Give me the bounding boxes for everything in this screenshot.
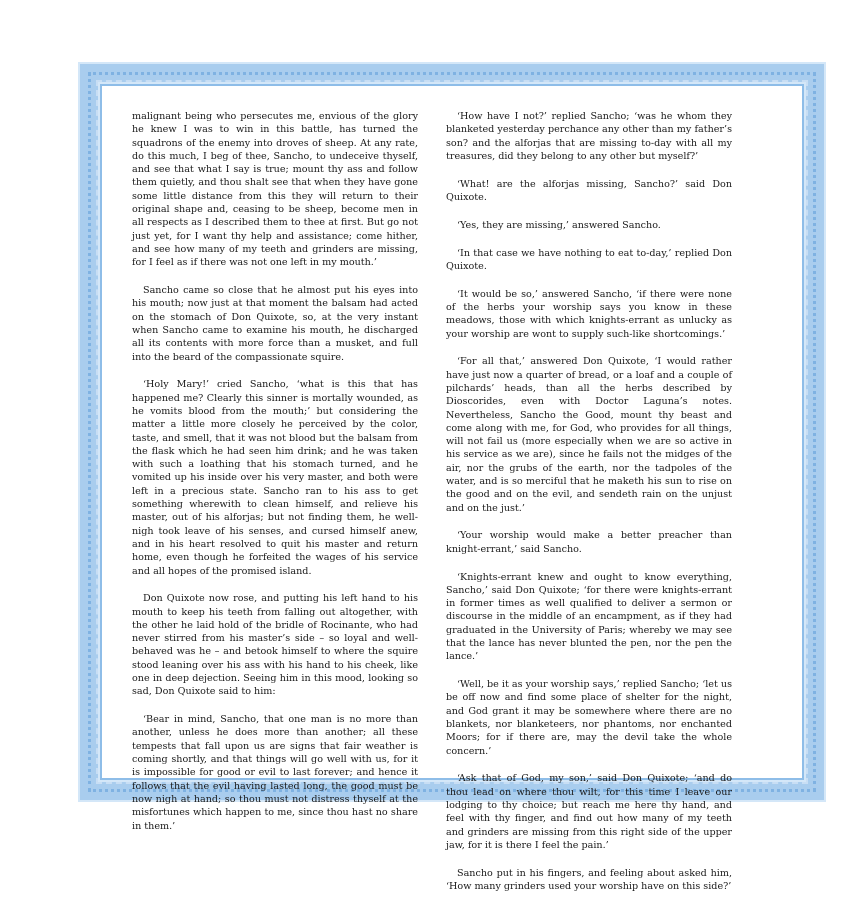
paragraph: ‘Bear in mind, Sancho, that one man is no more than another, unless he does more than another; all these tempests that fall upon us are signs that fair weather is coming shortly, and that things will go well with us, for it is impossible for good or evil to last forever; and hence it follows that the evil having lasted long, the good must be now nigh at hand; so thou must not distress thyself at the misfortunes which happen to me, since thou hast no share in them.’ [132, 714, 418, 832]
paragraph: ‘Yes, they are missing,’ answered Sancho. [457, 219, 661, 231]
paragraph: ‘Knights-errant knew and ought to know everything, Sancho,’ said Don Quixote; ‘for there were knights-errant in former times as well qualified to deliver a sermon or discourse in the middle of an encampment, as if they had graduated in the University of Paris; whereby we may see that the lance has never blunted the pen, nor the pen the lance.’ [446, 571, 732, 663]
paragraph: ‘Ask that of God, my son,’ said Don Quixote; ‘and do thou lead on where thou wilt, for this time I leave our lodging to thy choice; but reach me here thy hand, and feel with thy finger, and find out how many of my teeth and grinders are missing from this right side of the upper jaw, for it is there I feel the pain.’ [446, 773, 732, 851]
left-text-column [132, 110, 418, 847]
paragraph: Sancho put in his fingers, and feeling about asked him, ‘How many grinders used your worship have on this side?’ [446, 867, 732, 892]
paragraph: ‘What! are the alforjas missing, Sancho?’ said Don Quixote. [446, 178, 732, 203]
paragraph: ‘It would be so,’ answered Sancho, ‘if there were none of the herbs your worship says you know in these meadows, those with which knights-errant as unlucky as your worship are wont to supply such-like shortcomings.’ [446, 288, 732, 340]
paragraph: Don Quixote now rose, and putting his left hand to his mouth to keep his teeth from falling out altogether, with the other he laid hold of the bridle of Rocinante, who had never stirred from his master’s side – so loyal and well-behaved was he – and betook himself to where the squire stood leaning over his ass with his hand to his cheek, like one in deep dejection. Seeing him in this mood, looking so sad, Don Quixote said to him: [132, 593, 418, 698]
paragraph: ‘Well, be it as your worship says,’ replied Sancho; ‘let us be off now and find some place of shelter for the night, and God grant it may be somewhere where there are no blankets, nor blanketeers, nor phantoms, nor enchanted Moors; for if there are, may the devil take the whole concern.’ [446, 679, 732, 757]
paragraph: ‘Holy Mary!’ cried Sancho, ‘what is this that has happened me? Clearly this sinner is mortally wounded, as he vomits blood from the mouth;’ but considering the matter a little more closely he perceived by the color, taste, and smell, that it was not blood but the balsam from the flask which he had seen him drink; and he was taken with such a loathing that his stomach turned, and he vomited up his inside over his very master, and both were left in a precious state. Sancho ran to his ass to get something wherewith to clean himself, and relieve his master, out of his alforjas; but not finding them, he well-nigh took leave of his senses, and cursed himself anew, and in his heart resolved to quit his master and return home, even though he forfeited the wages of his service and all hopes of the promised island. [132, 379, 418, 577]
paragraph: Sancho came so close that he almost put his eyes into his mouth; now just at that moment the balsam had acted on the stomach of Don Quixote, so, at the very instant when Sancho came to examine his mouth, he discharged all its contents with more force than a musket, and full into the beard of the compassionate squire. [132, 285, 418, 363]
paragraph: ‘Your worship would make a better preacher than knight-errant,’ said Sancho. [446, 530, 732, 555]
paragraph: ‘In that case we have nothing to eat to-day,’ replied Don Quixote. [446, 247, 732, 272]
paragraph: ‘For all that,’ answered Don Quixote, ‘I would rather have just now a quarter of bread, or a loaf and a couple of pilchards’ heads, than all the herbs described by Dioscorides, even with Doctor Laguna’s notes. Nevertheless, Sancho the Good, mount thy beast and come along with me, for God, who provides for all things, will not fail us (more especially when we are so active in his service as we are), since he fails not the midges of the air, nor the grubs of the earth, nor the tadpoles of the water, and is so merciful that he maketh his sun to rise on the good and on the evil, and sendeth rain on the unjust and on the just.’ [446, 356, 732, 514]
paragraph: malignant being who persecutes me, envious of the glory he knew I was to win in this battle, has turned the squadrons of the enemy into droves of sheep. At any rate, do this much, I beg of thee, Sancho, to undeceive thyself, and see that what I say is true; mount thy ass and follow them quietly, and thou shalt see that when they have gone some little distance from this they will return to their original shape and, ceasing to be sheep, become men in all respects as I described them to thee at first. But go not just yet, for I want thy help and assistance; come hither, and see how many of my teeth and grinders are missing, for I feel as if there was not one left in my mouth.’ [132, 111, 418, 269]
paragraph: ‘How have I not?’ replied Sancho; ‘was he whom they blanketed yesterday perchance any other than my father’s son? and the alforjas that are missing to-day with all my treasures, did they belong to any other but myself?’ [446, 111, 732, 162]
right-text-column [446, 110, 732, 908]
